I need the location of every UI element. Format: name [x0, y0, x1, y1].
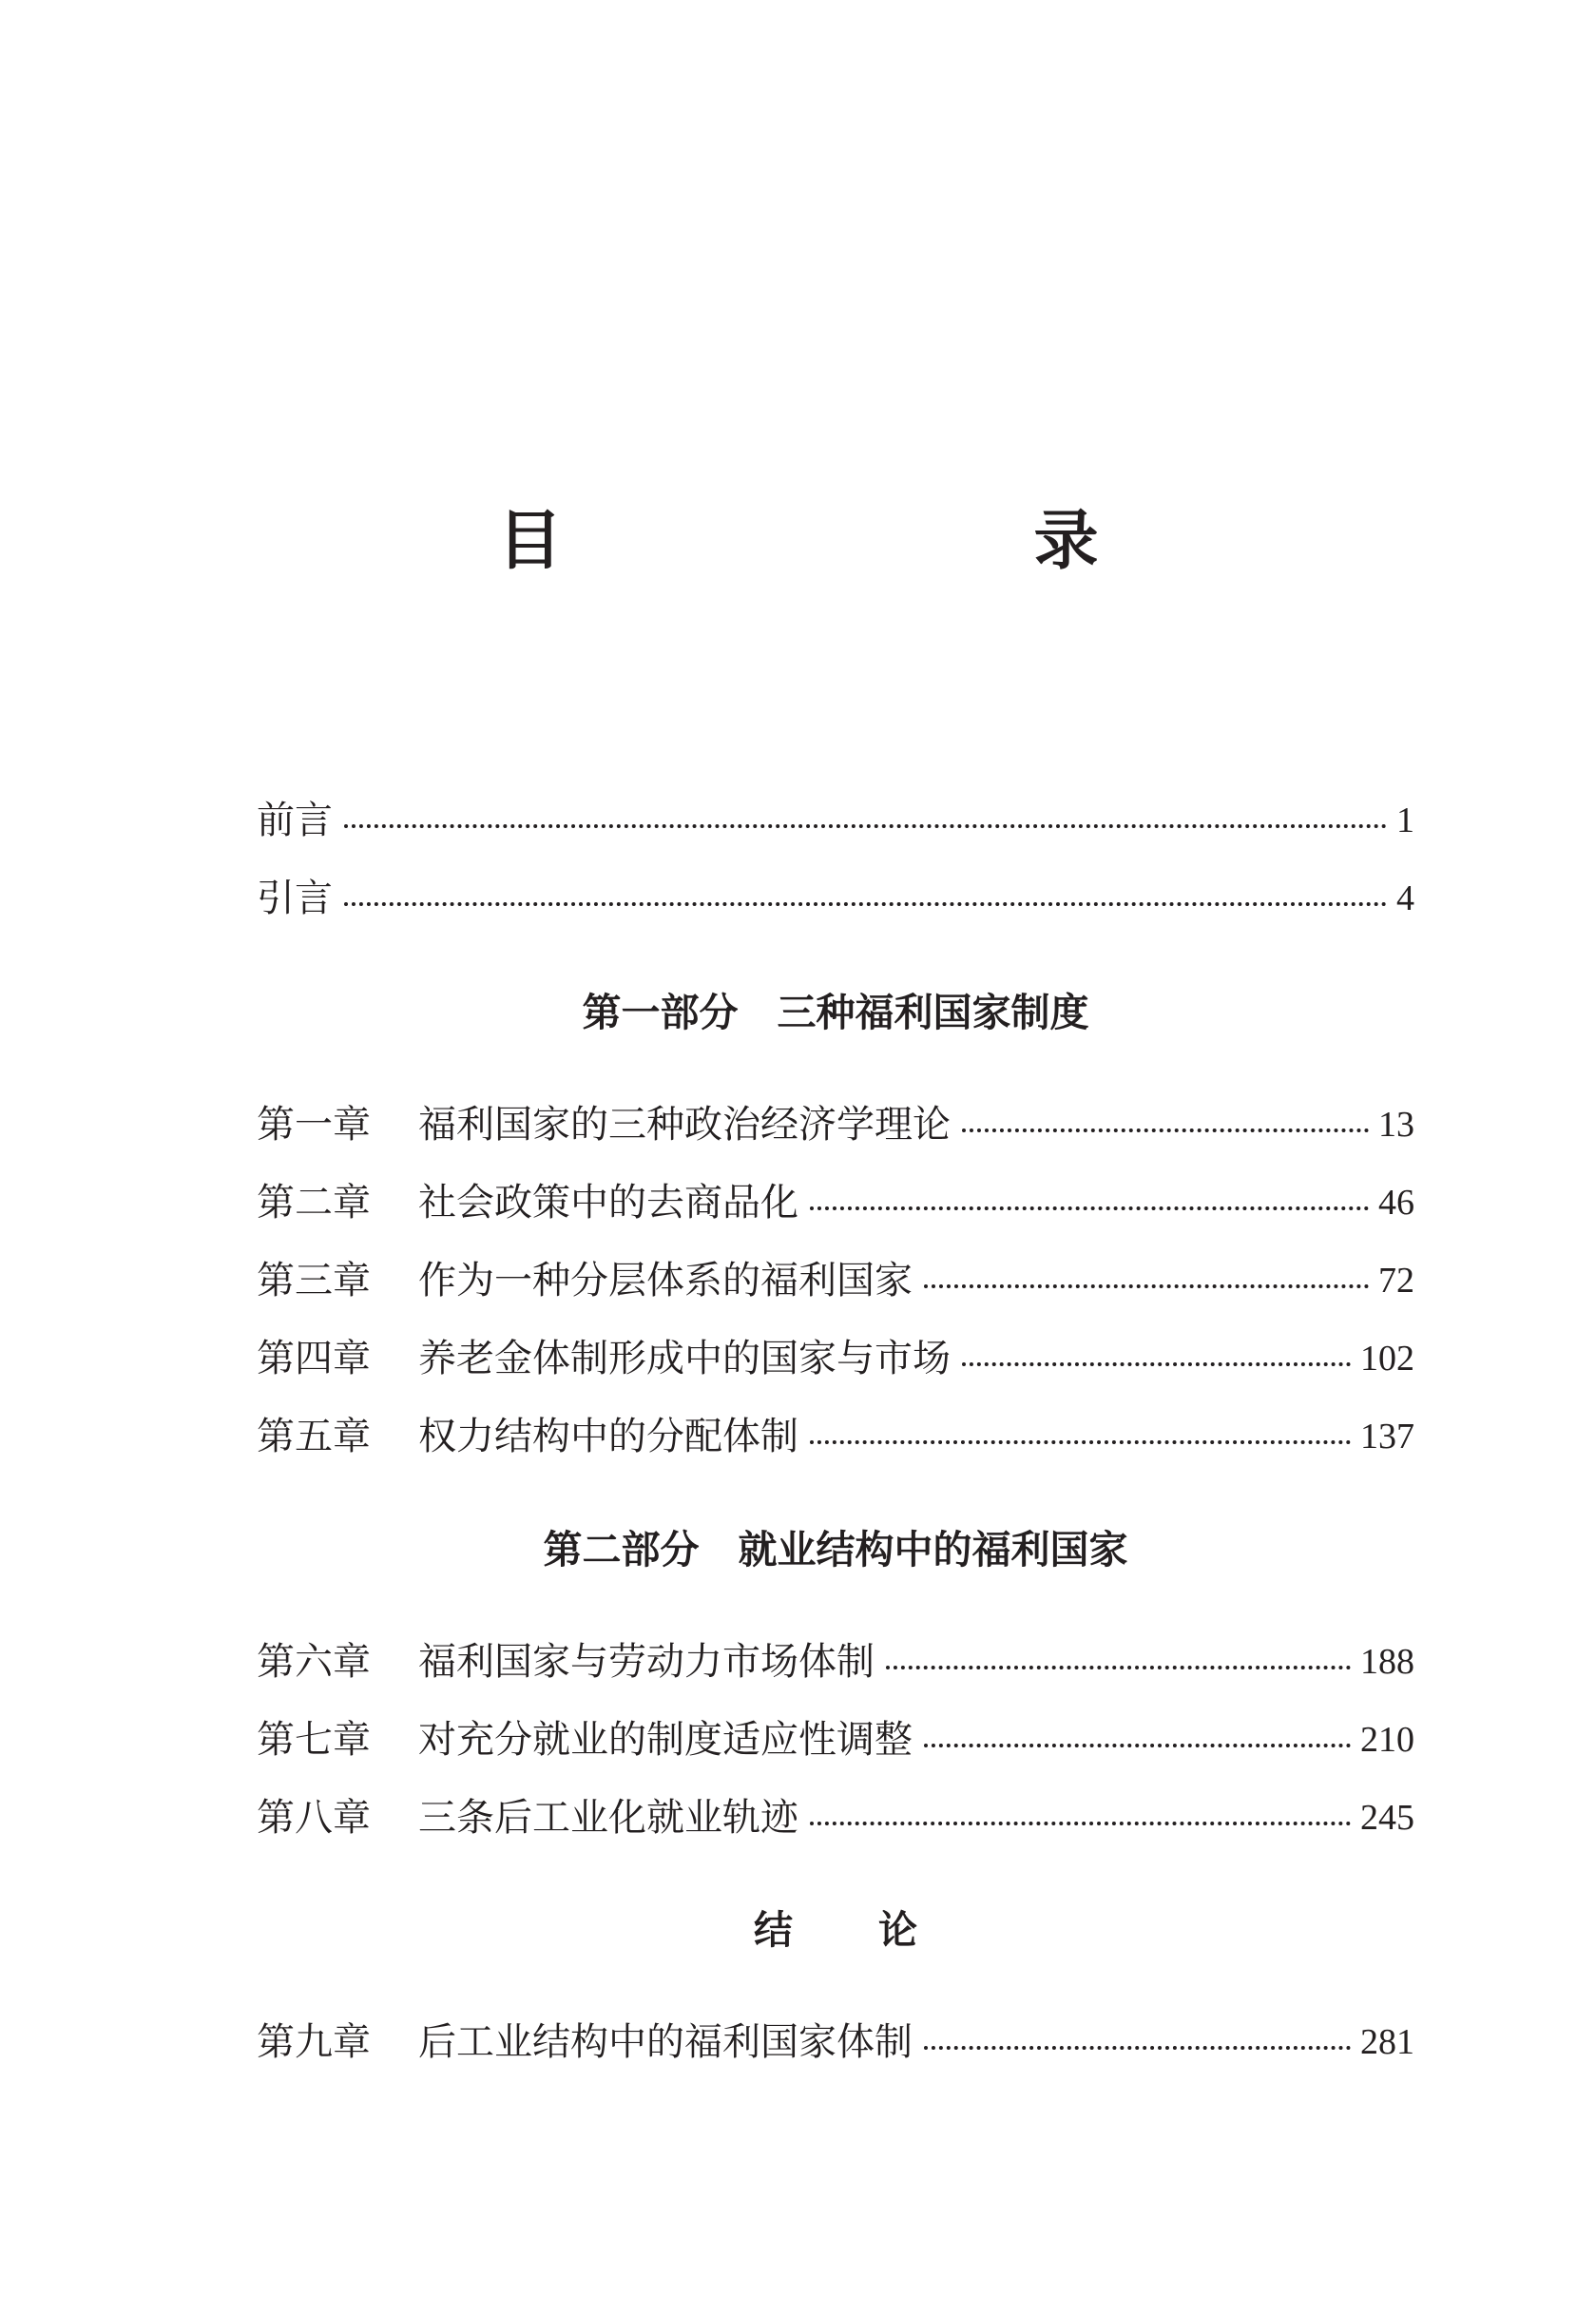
entry-page-number: 137 [1360, 1417, 1414, 1457]
dot-leader [924, 1744, 1351, 1747]
part-one-heading: 第一部分 三种福利国家制度 [582, 990, 1089, 1035]
toc-entry-chapter-9[interactable] [257, 2014, 1414, 2071]
dot-leader [962, 1362, 1351, 1366]
part-two-heading: 第二部分 就业结构中的福利国家 [543, 1527, 1128, 1572]
entry-title: 福利国家的三种政治经济学理论 [418, 1103, 951, 1147]
chapter-number: 第八章 [257, 1796, 371, 1840]
dot-leader [886, 1666, 1351, 1669]
toc-entry-chapter-3[interactable] [257, 1252, 1414, 1309]
toc-entry-chapter-2[interactable] [257, 1174, 1414, 1231]
chapter-number: 第六章 [257, 1640, 371, 1684]
entry-title: 作为一种分层体系的福利国家 [418, 1259, 913, 1302]
toc-entry-chapter-1[interactable] [257, 1096, 1414, 1153]
chapter-number: 第一章 [257, 1103, 371, 1147]
dot-leader [810, 1440, 1351, 1444]
toc-entry-chapter-8[interactable] [257, 1789, 1414, 1846]
chapter-number: 第九章 [257, 2020, 371, 2064]
entry-page-number: 4 [1396, 878, 1414, 918]
entry-page-number: 245 [1360, 1798, 1414, 1838]
dot-leader [924, 2046, 1351, 2050]
toc-entry-chapter-4[interactable] [257, 1330, 1414, 1387]
entry-title: 养老金体制形成中的国家与市场 [418, 1337, 951, 1380]
entry-page-number: 13 [1378, 1105, 1414, 1145]
entry-title: 后工业结构中的福利国家体制 [418, 2020, 913, 2064]
dot-leader [810, 1206, 1369, 1210]
entry-title: 对充分就业的制度适应性调整 [418, 1718, 913, 1762]
dot-leader [344, 824, 1387, 828]
entry-page-number: 1 [1396, 801, 1414, 840]
toc-entry-chapter-6[interactable] [257, 1633, 1414, 1690]
entry-title: 引言 [257, 877, 333, 920]
chapter-number: 第五章 [257, 1415, 371, 1458]
entry-page-number: 281 [1360, 2022, 1414, 2062]
entry-page-number: 46 [1378, 1183, 1414, 1223]
chapter-number: 第二章 [257, 1181, 371, 1225]
entry-title: 权力结构中的分配体制 [418, 1415, 798, 1458]
entry-title: 前言 [257, 799, 333, 842]
toc-entry-introduction[interactable] [257, 870, 1414, 927]
entry-title: 三条后工业化就业轨迹 [418, 1796, 798, 1840]
toc-entry-chapter-5[interactable] [257, 1408, 1414, 1465]
entry-page-number: 72 [1378, 1261, 1414, 1301]
toc-entry-preface[interactable] [257, 792, 1414, 849]
dot-leader [924, 1284, 1369, 1288]
dot-leader [962, 1129, 1369, 1132]
page-title: 目 录 [497, 504, 1213, 579]
entry-page-number: 210 [1360, 1720, 1414, 1760]
chapter-number: 第七章 [257, 1718, 371, 1762]
toc-entry-chapter-7[interactable] [257, 1711, 1414, 1768]
entry-title: 福利国家与劳动力市场体制 [418, 1640, 875, 1684]
entry-page-number: 188 [1360, 1642, 1414, 1682]
entry-title: 社会政策中的去商品化 [418, 1181, 798, 1225]
dot-leader [810, 1822, 1351, 1825]
chapter-number: 第三章 [257, 1259, 371, 1302]
dot-leader [344, 902, 1387, 906]
conclusion-heading: 结论 [754, 1907, 1003, 1953]
entry-page-number: 102 [1360, 1339, 1414, 1379]
chapter-number: 第四章 [257, 1337, 371, 1380]
